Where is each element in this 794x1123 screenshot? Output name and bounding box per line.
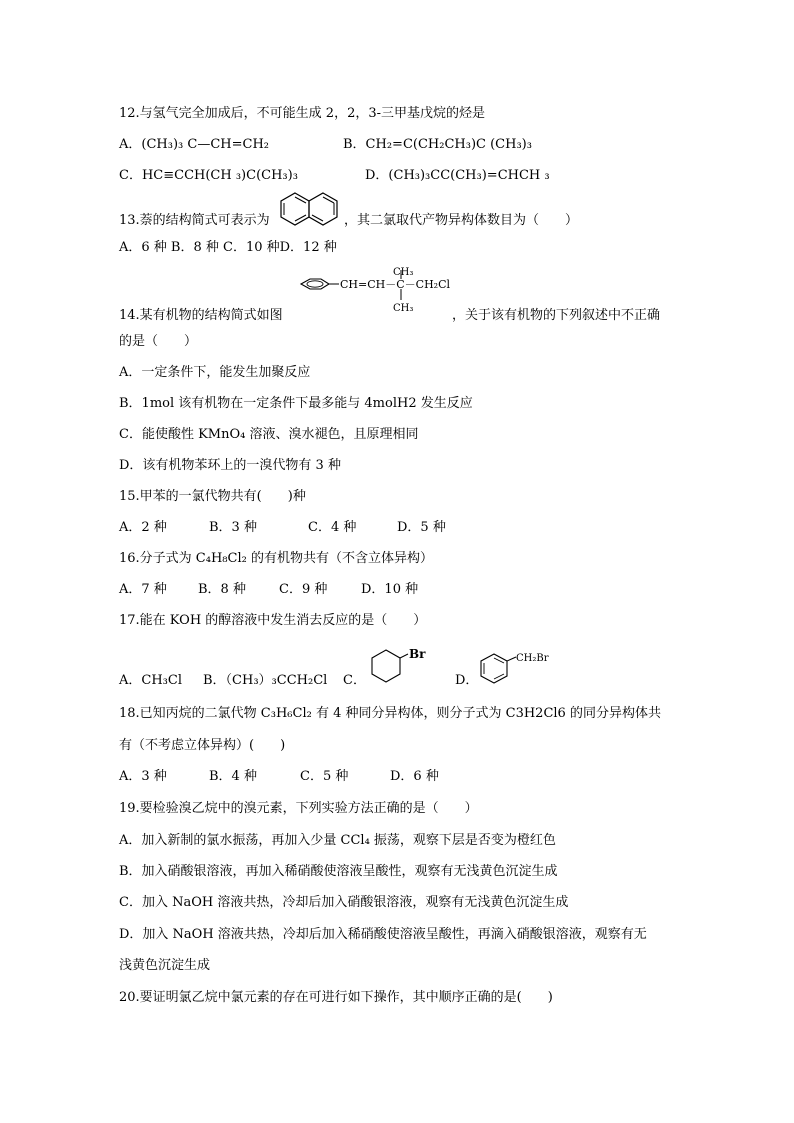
q14-option-d: D．该有机物苯环上的一溴代物有 3 种: [119, 458, 341, 473]
q18-option-b: B．4 种: [209, 769, 257, 784]
q18-stem-line2: 有（不考虑立体异构）( ): [119, 738, 286, 753]
q19-option-b: B．加入硝酸银溶液，再加入稀硝酸使溶液呈酸性，观察有无浅黄色沉淀生成: [119, 864, 558, 879]
q12-option-d: D．(CH₃)₃CC(CH₃)=CHCH ₃: [365, 168, 550, 183]
q14-option-a: A．一定条件下，能发生加聚反应: [119, 365, 311, 380]
q18-option-a: A．3 种: [119, 769, 167, 784]
q14-chain: CH=CH－C－CH₂Cl: [340, 278, 451, 291]
q15-option-d: D．5 种: [397, 520, 446, 535]
q14-methyl-bottom: CH₃: [393, 303, 414, 314]
q16-option-d: D．10 种: [361, 582, 419, 597]
q19-option-d-line2: 浅黄色沉淀生成: [119, 958, 211, 973]
benzyl-bromide-structure-icon: [478, 652, 568, 688]
q18-option-c: C．5 种: [300, 769, 349, 784]
q18-option-d: D．6 种: [390, 769, 439, 784]
q13-stem-post: ，其二氯取代产物异构体数目为（ ）: [344, 213, 579, 228]
q14-stem-line2: 的是（ ）: [119, 334, 198, 349]
q17-c-label: Br: [409, 647, 426, 661]
q16-option-c: C．9 种: [279, 582, 328, 597]
q12-option-a: A．(CH₃)₃ C—CH=CH₂: [119, 137, 269, 152]
q19-option-c: C．加入 NaOH 溶液共热，冷却后加入硝酸银溶液，观察有无浅黄色沉淀生成: [119, 895, 569, 910]
q17-option-a: A．CH₃Cl: [119, 673, 182, 688]
q19-stem: 19.要检验溴乙烷中的溴元素，下列实验方法正确的是（ ）: [119, 801, 478, 816]
q12-option-c: C．HC≡CCH(CH ₃)C(CH₃)₃: [119, 168, 298, 183]
q14-structure: [293, 265, 463, 321]
q16-stem: 16.分子式为 C₄H₈Cl₂ 的有机物共有（不含立体异构）: [119, 551, 433, 566]
q15-option-a: A．2 种: [119, 520, 167, 535]
q14-stem-post: ，关于该有机物的下列叙述中不正确: [452, 308, 661, 323]
q14-option-b: B．1mol 该有机物在一定条件下最多能与 4molH2 发生反应: [119, 396, 473, 411]
bromocyclohexane-structure-icon: [366, 646, 436, 692]
q13-stem-pre: 13.萘的结构简式可表示为: [119, 213, 270, 228]
q16-option-a: A．7 种: [119, 582, 167, 597]
benzene-ring-icon: [301, 279, 329, 289]
q14-stem-pre: 14.某有机物的结构简式如图: [119, 308, 283, 323]
q14-methyl-top: CH₃: [393, 267, 414, 278]
q16-option-b: B．8 种: [198, 582, 246, 597]
q12-option-b: B．CH₂=C(CH₂CH₃)C (CH₃)₃: [343, 137, 532, 152]
naphthalene-structure-icon: [280, 190, 342, 230]
q20-stem: 20.要证明氯乙烷中氯元素的存在可进行如下操作，其中顺序正确的是( ): [119, 990, 553, 1005]
q13-options: A．6 种 B．8 种 C．10 种D．12 种: [119, 240, 337, 255]
q17-d-label: CH₂Br: [516, 653, 549, 664]
q12-stem: 12.与氢气完全加成后，不可能生成 2，2，3-三甲基戊烷的烃是: [119, 106, 486, 121]
q19-option-a: A．加入新制的氯水振荡，再加入少量 CCl₄ 振荡，观察下层是否变为橙红色: [119, 833, 556, 848]
q17-option-d: D．: [455, 673, 479, 688]
q17-option-c: C．: [343, 673, 366, 688]
q15-stem: 15.甲苯的一氯代物共有( )种: [119, 489, 306, 504]
q17-option-b: B．（CH₃）₃CCH₂Cl: [203, 673, 328, 688]
q14-option-c: C．能使酸性 KMnO₄ 溶液、溴水褪色，且原理相同: [119, 427, 419, 442]
q19-option-d-line1: D．加入 NaOH 溶液共热，冷却后加入稀硝酸使溶液呈酸性，再滴入硝酸银溶液，观察有无: [119, 927, 647, 942]
q15-option-b: B．3 种: [209, 520, 257, 535]
q18-stem-line1: 18.已知丙烷的二氯代物 C₃H₆Cl₂ 有 4 种同分异构体，则分子式为 C3H2Cl6 的同分异构体共: [119, 706, 661, 721]
q17-stem: 17.能在 KOH 的醇溶液中发生消去反应的是（ ）: [119, 613, 427, 628]
q15-option-c: C．4 种: [308, 520, 357, 535]
